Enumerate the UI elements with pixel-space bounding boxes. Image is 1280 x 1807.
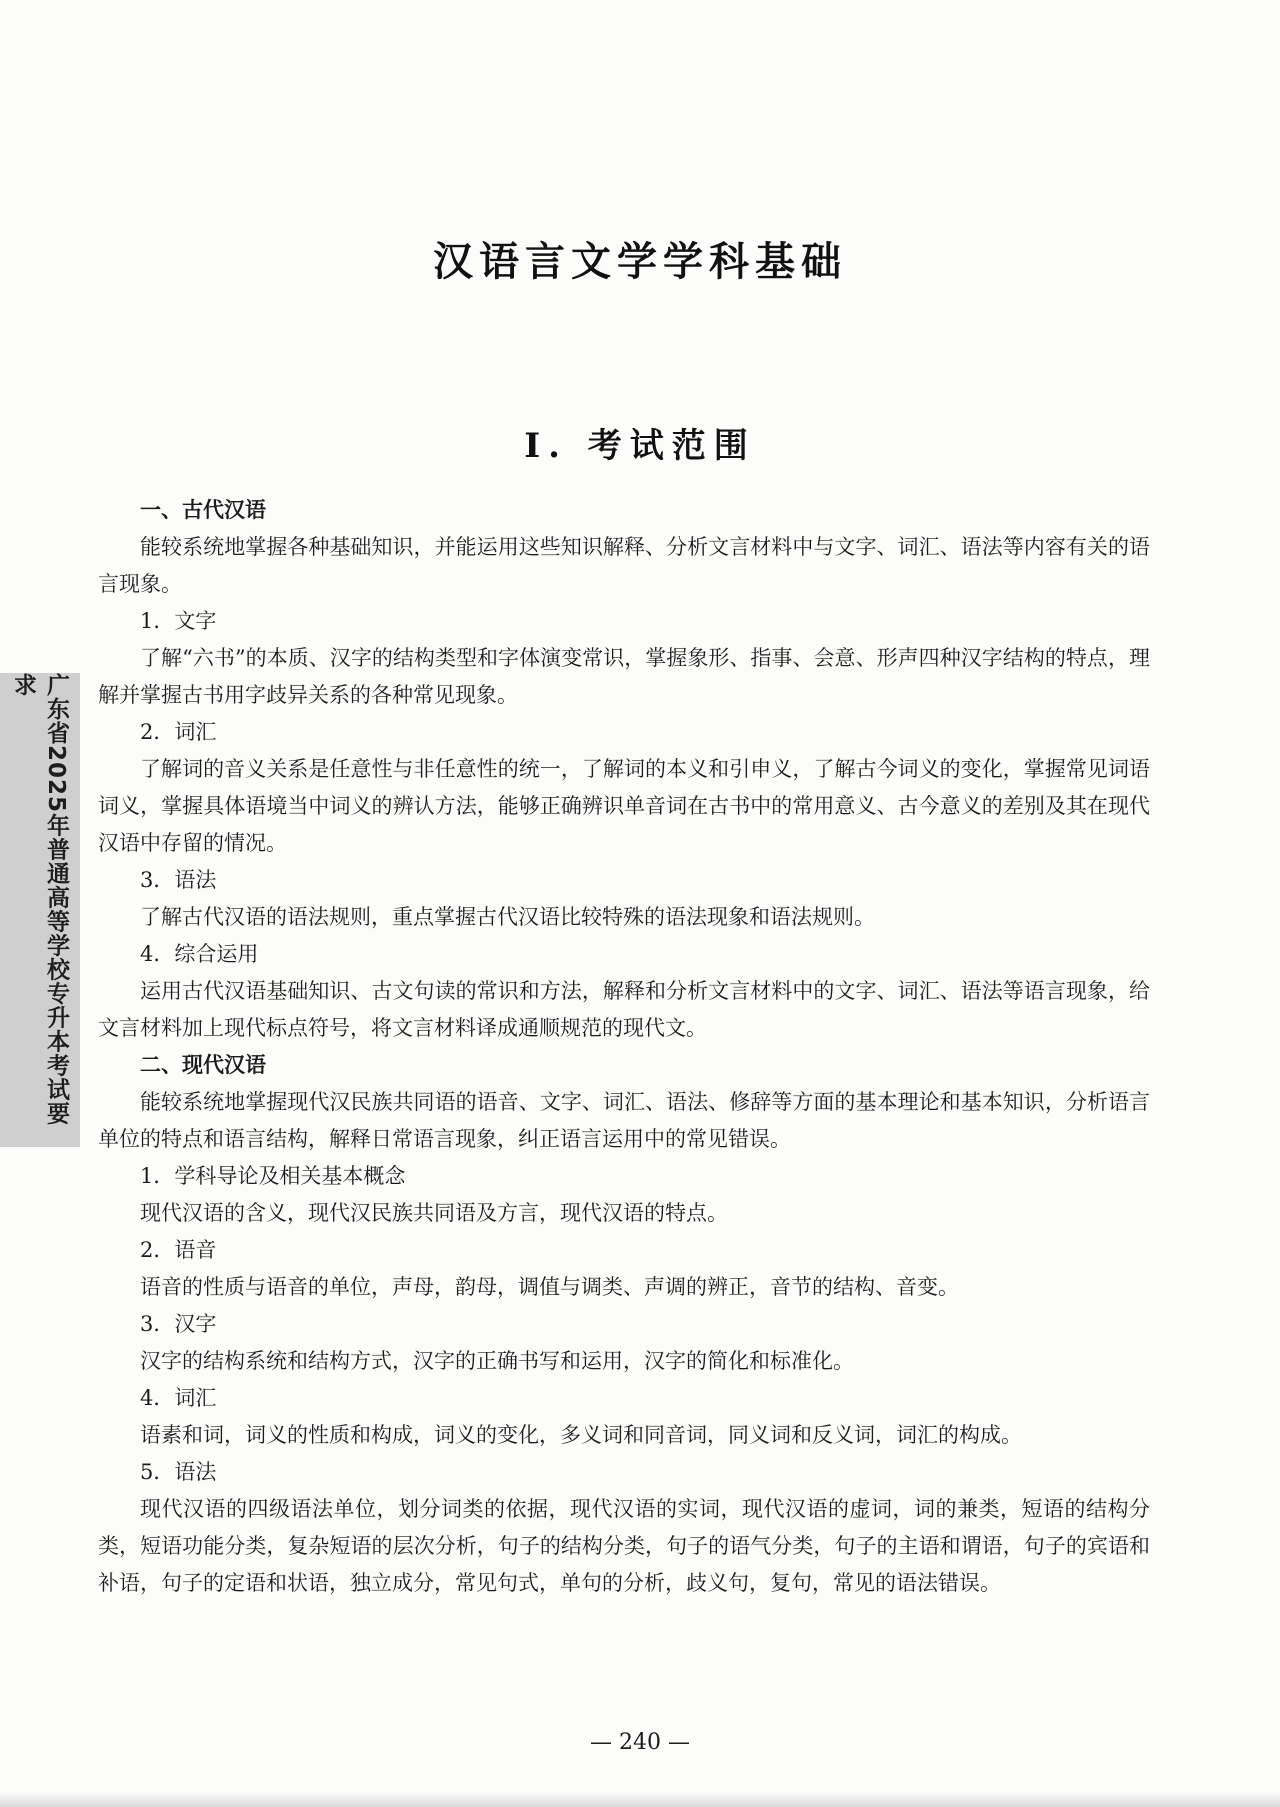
section-title: Ⅰ. 考试范围 bbox=[524, 426, 756, 466]
item-text: 了解词的音义关系是任意性与非任意性的统一，了解词的本义和引申义，了解古今词义的变化，掌握常见词语词义，掌握具体语境当中词义的辨认方法，能够正确辨识单音词在古书中的常用意义、古今意义的差别及其在现代汉语中存留的情况。 bbox=[98, 757, 1150, 855]
side-tab-label: 广东省2025年普通高等学校专升本考试要求 bbox=[10, 673, 69, 1126]
item-text: 现代汉语的四级语法单位，划分词类的依据，现代汉语的实词，现代汉语的虚词，词的兼类，短语的结构分类，短语功能分类，复杂短语的层次分析，句子的结构分类，句子的语气分类，句子的主语和谓语，句子的宾语和补语，句子的定语和状语，独立成分，常见句式，单句的分析，歧义句，复句，常见的语法错误。 bbox=[98, 1497, 1150, 1595]
section-heading-ancient: 一、古代汉语 bbox=[140, 498, 266, 522]
item-label: 4．综合运用 bbox=[140, 942, 259, 966]
content-body bbox=[98, 492, 1150, 1602]
item-text: 语素和词，词义的性质和构成，词义的变化，多义词和同音词，同义词和反义词，词汇的构成。 bbox=[140, 1423, 1022, 1447]
scan-edge-shadow bbox=[0, 1793, 1280, 1807]
item-text: 汉字的结构系统和结构方式，汉字的正确书写和运用，汉字的简化和标准化。 bbox=[140, 1349, 854, 1373]
item-label: 5．语法 bbox=[140, 1460, 217, 1484]
item-label: 1．学科导论及相关基本概念 bbox=[140, 1164, 406, 1188]
item-text: 了解古代汉语的语法规则，重点掌握古代汉语比较特殊的语法现象和语法规则。 bbox=[140, 905, 875, 929]
item-text: 运用古代汉语基础知识、古文句读的常识和方法，解释和分析文言材料中的文字、词汇、语法等语言现象，给文言材料加上现代标点符号，将文言材料译成通顺规范的现代文。 bbox=[98, 979, 1150, 1040]
item-label: 4．词汇 bbox=[140, 1386, 217, 1410]
item-label: 1．文字 bbox=[140, 609, 217, 633]
section-intro-modern: 能较系统地掌握现代汉民族共同语的语音、文字、词汇、语法、修辞等方面的基本理论和基本知识，分析语言单位的特点和语言结构，解释日常语言现象，纠正语言运用中的常见错误。 bbox=[98, 1090, 1150, 1151]
item-text: 了解“六书”的本质、汉字的结构类型和字体演变常识，掌握象形、指事、会意、形声四种汉字结构的特点，理解并掌握古书用字歧异关系的各种常见现象。 bbox=[98, 646, 1150, 707]
item-label: 3．语法 bbox=[140, 868, 217, 892]
document-title: 汉语言文学学科基础 bbox=[433, 239, 847, 285]
item-label: 3．汉字 bbox=[140, 1312, 217, 1336]
side-tab bbox=[0, 673, 80, 1147]
item-label: 2．语音 bbox=[140, 1238, 217, 1262]
item-text: 语音的性质与语音的单位，声母，韵母，调值与调类、声调的辨正，音节的结构、音变。 bbox=[140, 1275, 959, 1299]
section-intro-ancient: 能较系统地掌握各种基础知识，并能运用这些知识解释、分析文言材料中与文字、词汇、语法等内容有关的语言现象。 bbox=[98, 535, 1150, 596]
item-text: 现代汉语的含义，现代汉民族共同语及方言，现代汉语的特点。 bbox=[140, 1201, 728, 1225]
section-heading-modern: 二、现代汉语 bbox=[140, 1053, 266, 1077]
item-label: 2．词汇 bbox=[140, 720, 217, 744]
page-number: — 240 — bbox=[590, 1730, 690, 1755]
